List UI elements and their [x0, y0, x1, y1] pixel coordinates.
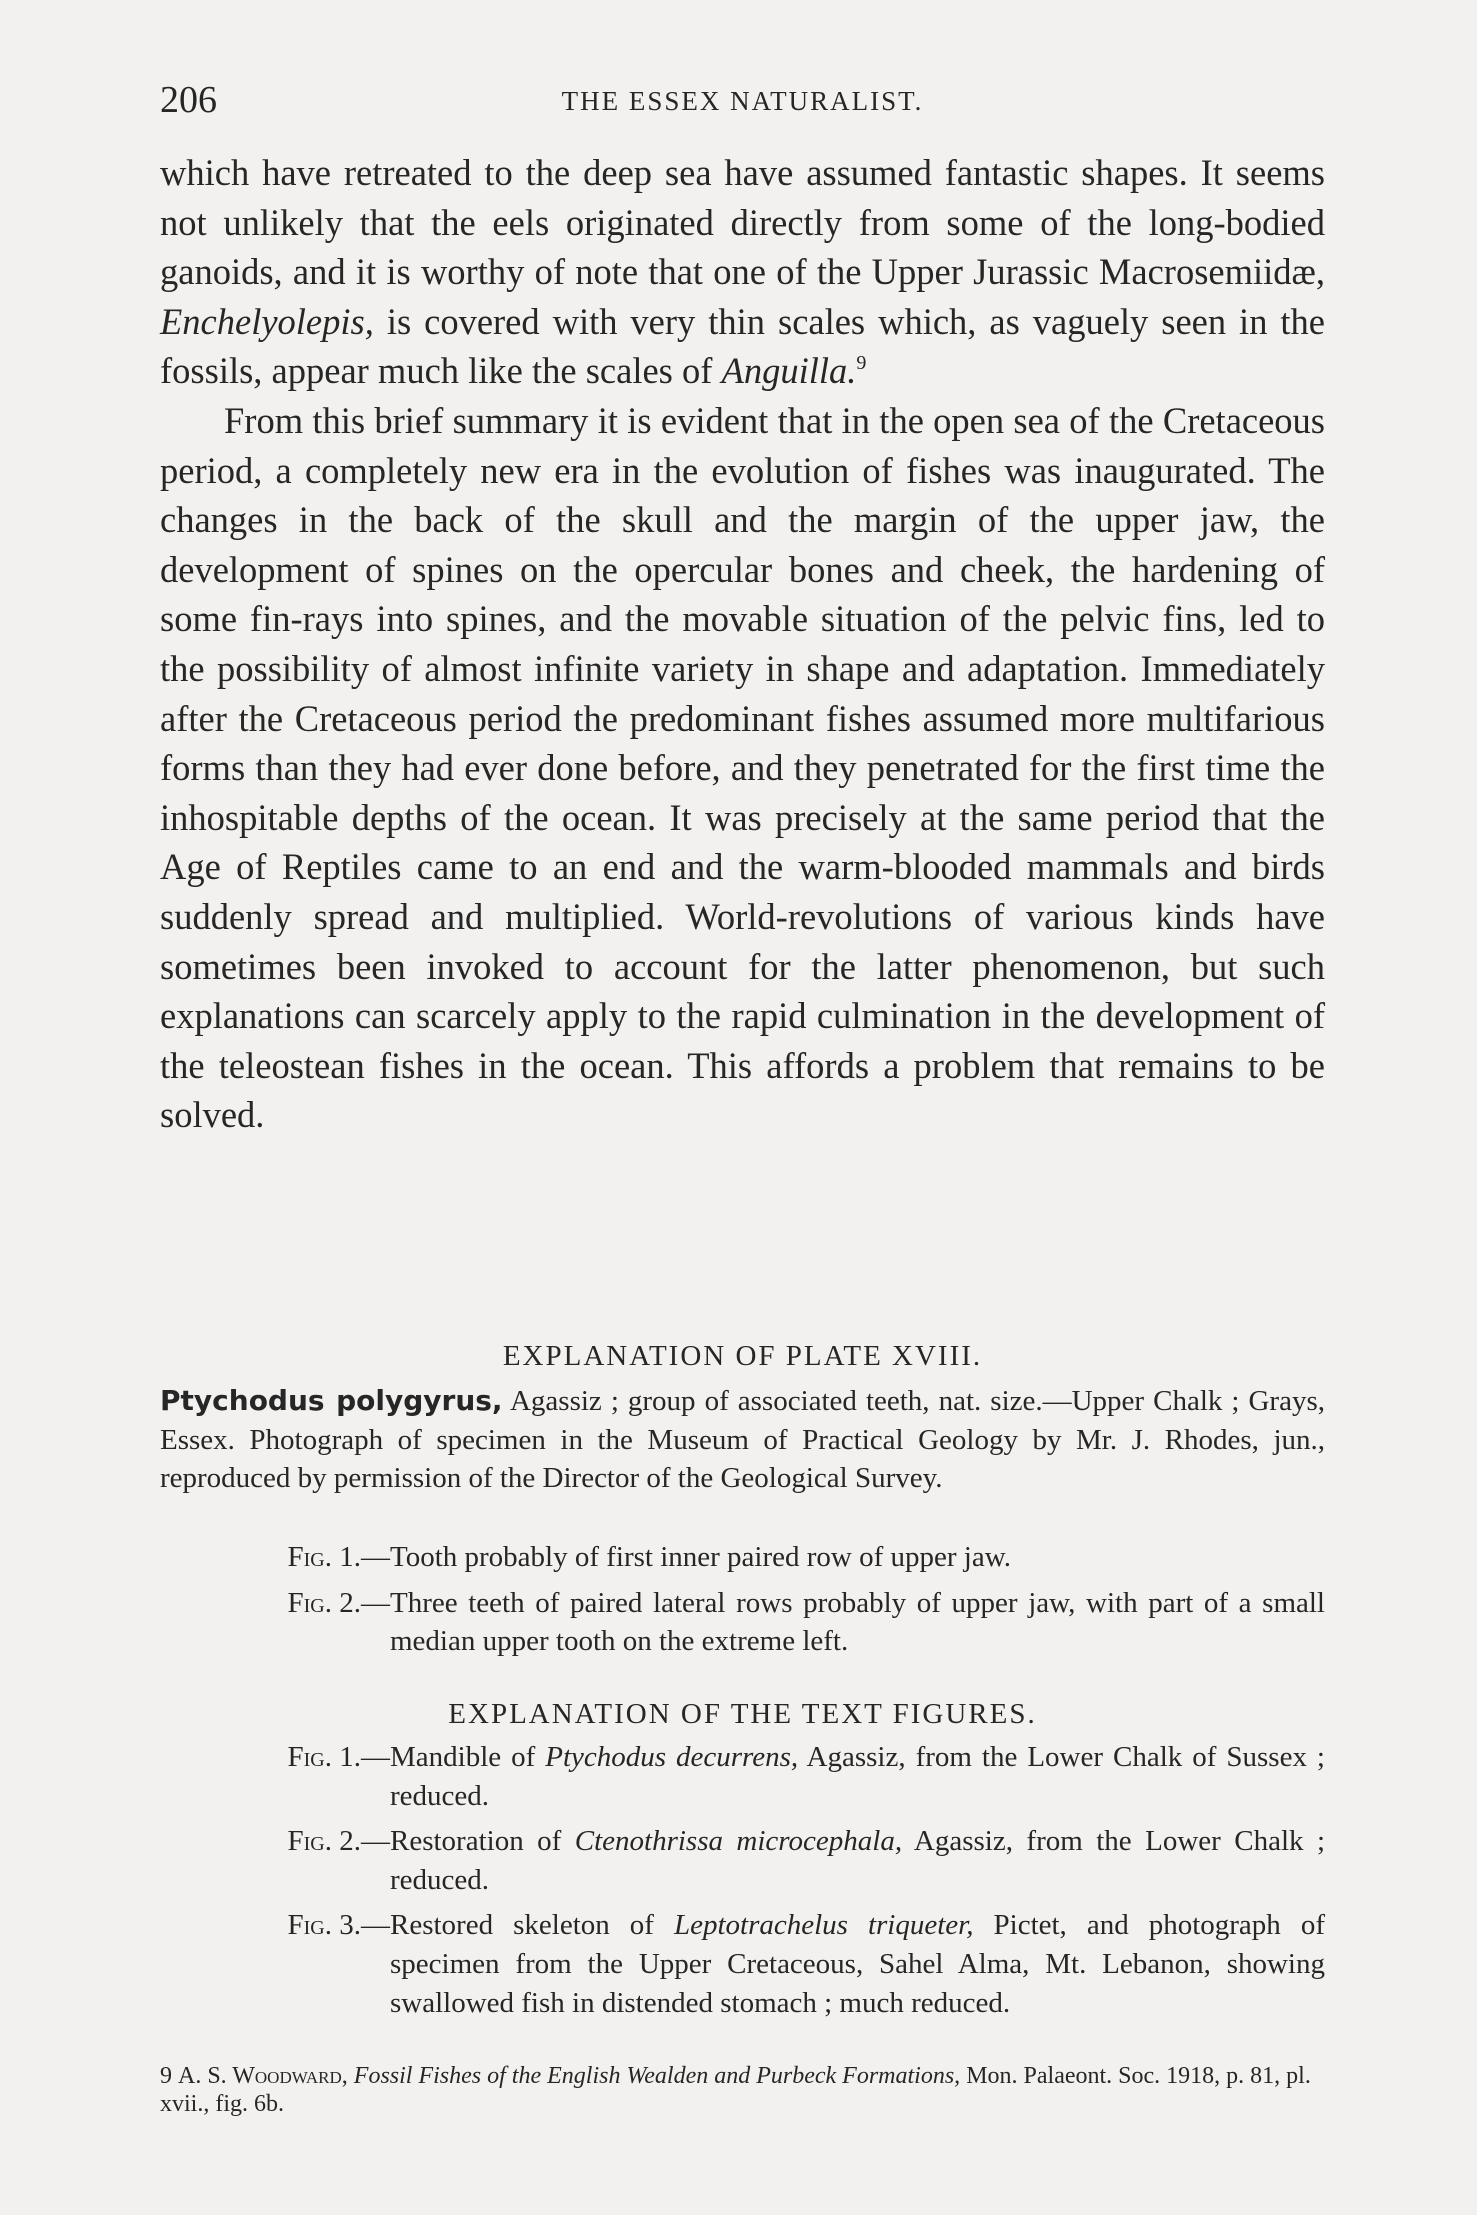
- text-fig-1-species: Ptychodus decurrens,: [545, 1741, 799, 1773]
- footnote: [160, 2062, 1325, 2118]
- text-fig-3: [160, 1906, 1325, 2022]
- text-fig-1-pre: Mandible of: [390, 1741, 546, 1773]
- plate-fig-1-label-text: Fig. 1.—: [287, 1541, 390, 1573]
- text-fig-1: [160, 1738, 1325, 1815]
- text-fig-2-label-text: Fig. 2.—: [287, 1825, 390, 1858]
- text-fig-1-label-text: Fig. 1.—: [287, 1741, 390, 1773]
- plate-fig-2-label-text: Fig. 2.—: [287, 1586, 390, 1619]
- text-fig-2-label: [160, 1822, 390, 1899]
- text-fig-1-text: [390, 1738, 1325, 1815]
- footnote-number: 9: [160, 2063, 172, 2089]
- plate-fig-2-text: Three teeth of paired lateral rows probably of upper jaw, with part of a small median upper tooth on the extreme left.: [390, 1586, 1325, 1658]
- plate-heading: EXPLANATION OF PLATE XVIII.: [502, 1340, 983, 1372]
- plate-figure-list: [160, 1538, 1325, 1668]
- plate-fig-1-label: [160, 1538, 390, 1577]
- text-fig-2-pre: Restoration of: [390, 1825, 575, 1858]
- plate-caption: [160, 1382, 1325, 1498]
- species-name: Ptychodus polygyrus,: [160, 1384, 503, 1417]
- plate-fig-2-label: [160, 1584, 390, 1661]
- para1-text-1: which have retreated to the deep sea have assumed fantastic shapes. It seems not unlikely that the eels originated directly from some of the long-bodied ganoids, and it is worthy of note that one of the Upper Jurassic Macrosemiidæ,: [160, 152, 1325, 293]
- plate-fig-1-text: Tooth probably of first inner paired row of upper jaw.: [390, 1541, 1012, 1573]
- genus-anguilla: Anguilla.: [721, 350, 857, 392]
- text-fig-3-species: Leptotrachelus triqueter,: [673, 1909, 974, 1942]
- text-fig-2-species: Ctenothrissa microcephala,: [574, 1825, 903, 1858]
- text-fig-2-post: Agassiz, from the Lower Chalk ; reduced.: [390, 1825, 1326, 1896]
- text-fig-1-post: Agassiz, from the Lower Chalk of Sussex ; reduced.: [390, 1741, 1325, 1812]
- text-fig-3-label-text: Fig. 3.—: [287, 1909, 390, 1942]
- para1-text-2: is covered with very thin scales which, as vaguely seen in the fossils, appear much like the scales of: [160, 300, 1325, 392]
- page-number: 206: [160, 79, 217, 121]
- text-figures-heading: EXPLANATION OF THE TEXT FIGURES.: [448, 1698, 1037, 1730]
- body-text: [160, 148, 1325, 1140]
- genus-enchelyolepis: Enchelyolepis,: [160, 300, 374, 342]
- paragraph-1: [160, 148, 1325, 396]
- plate-fig-1: [160, 1538, 1325, 1577]
- footnote-ref[interactable]: 9: [856, 352, 867, 375]
- page-header: [160, 78, 1325, 128]
- text-figure-list: [160, 1738, 1325, 2029]
- plate-fig-2: [160, 1584, 1325, 1661]
- text-fig-2-text: [390, 1822, 1325, 1899]
- footnote-title: Fossil Fishes of the English Wealden and Purbeck Formations,: [353, 2063, 961, 2089]
- text-fig-3-pre: Restored skeleton of: [390, 1909, 674, 1942]
- footnote-author: A. S. Woodward,: [178, 2063, 348, 2089]
- text-fig-2: [160, 1822, 1325, 1899]
- text-fig-3-post: Pictet, and photograph of specimen from the Upper Cretaceous, Sahel Alma, Mt. Lebanon, showing swallowed fish in distended stomach ; much reduced.: [390, 1909, 1325, 2019]
- plate-caption-text: Agassiz ; group of associated teeth, nat. size.—Upper Chalk ; Grays, Essex. Photograph of specimen in the Museum of Practical Geology by Mr. J. Rhodes, jun., reproduced by permission of the Director of the Geological Survey.: [160, 1385, 1325, 1495]
- footnote-rest: Mon. Palaeont. Soc. 1918, p. 81, pl. xvii., fig. 6b.: [160, 2063, 1311, 2117]
- paragraph-2: From this brief summary it is evident that in the open sea of the Cretaceous period, a completely new era in the evolution of fishes was inaugurated. The changes in the back of the skull and the margin of the upper jaw, the development of spines on the opercular bones and cheek, the hardening of some fin-rays into spines, and the movable situation of the pelvic fins, led to the possibility of almost infinite variety in shape and adaptation. Immediately after the Cretaceous period the predominant fishes assumed more multifarious forms than they had ever done before, and they penetrated for the first time the inhospitable depths of the ocean. It was precisely at the same period that the Age of Reptiles came to an end and the warm-blooded mammals and birds suddenly spread and multiplied. World-revolutions of various kinds have sometimes been invoked to account for the latter phenomenon, but such explanations can scarcely apply to the rapid culmination in the development of the teleostean fishes in the ocean. This affords a problem that remains to be solved.: [160, 399, 1325, 1136]
- text-fig-3-label: [160, 1906, 390, 2022]
- running-head: THE ESSEX NATURALIST.: [561, 86, 924, 116]
- text-fig-3-text: [390, 1906, 1325, 2022]
- text-fig-1-label: [160, 1738, 390, 1815]
